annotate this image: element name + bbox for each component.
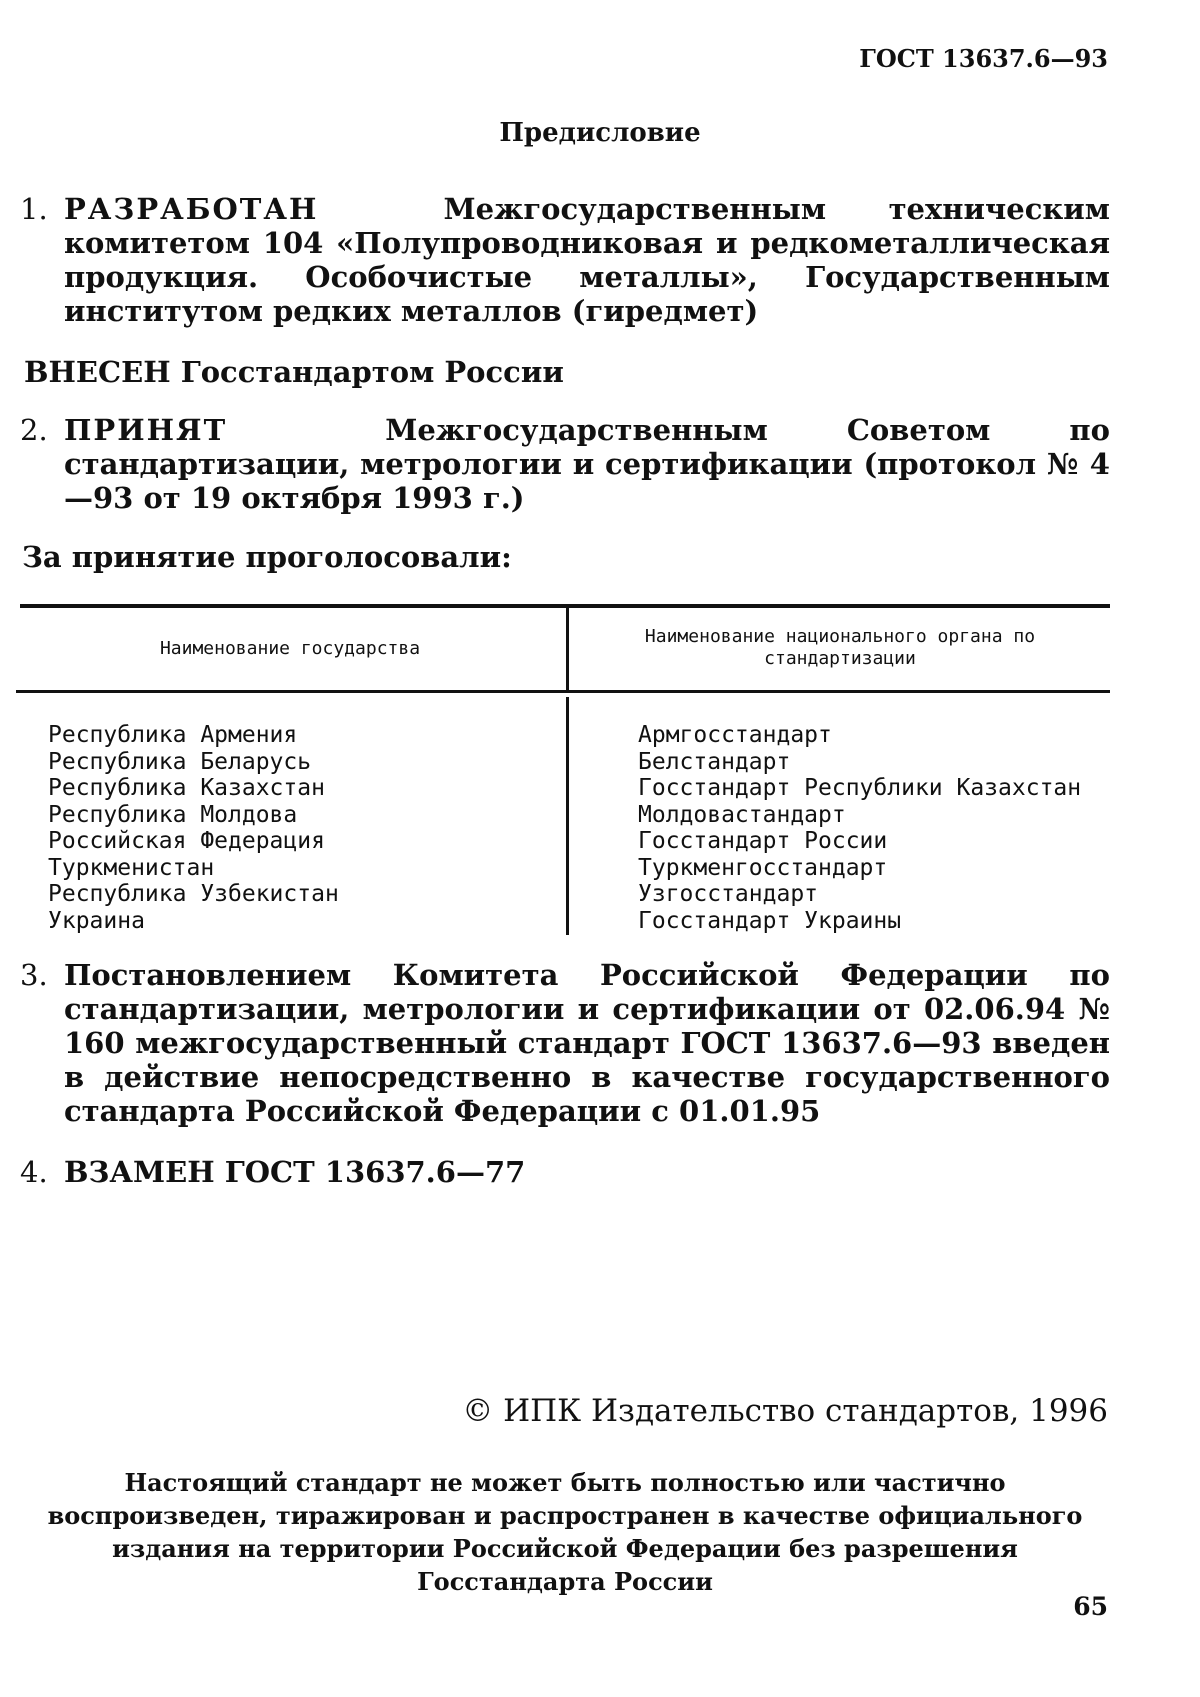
table-cell-org: Госстандарт Украины bbox=[638, 907, 902, 934]
item-3-number: 3. bbox=[20, 958, 48, 992]
table-cell-state: Республика Казахстан bbox=[48, 775, 325, 801]
states-column bbox=[48, 722, 558, 934]
item-1-body bbox=[64, 192, 1110, 328]
item-3-text: Постановлением Комитета Российской Федерации по стандартизации, метрологии и сертификации от 02.06.94 № 160 межгосударственный стандарт ГОСТ 13637.6—93 введен в действие непосредственно в качестве государственного стандарта Российской Федерации с 01.01.95 bbox=[64, 958, 1110, 1128]
table-header-state: Наименование государства bbox=[159, 638, 421, 659]
table-cell-state: Республика Узбекистан bbox=[48, 881, 339, 907]
table-header-divider bbox=[566, 608, 569, 690]
table-header-body: Наименование национального органа по стандартизации bbox=[644, 626, 1036, 669]
item-1-text: Межгосударственным техническим комитетом 104 «Полупроводниковая и редкометаллическая продукция. Особочистые металлы», Государственным институтом редких металлов (гиредмет) bbox=[64, 192, 1110, 328]
reproduction-notice: Настоящий стандарт не может быть полностью или частично воспроизведен, тиражирован и распространен в качестве официального издания на территории Российской Федерации без разрешения Госстандарта России bbox=[47, 1468, 1083, 1596]
item-2-body bbox=[64, 413, 1110, 515]
table-top-rule bbox=[20, 604, 1110, 608]
table-cell-state: Республика Армения bbox=[48, 722, 298, 748]
item-1-number: 1. bbox=[20, 192, 48, 226]
table-cell-org: Белстандарт bbox=[638, 748, 791, 775]
page-title: Предисловие bbox=[499, 118, 701, 148]
table-cell-state: Российская Федерация bbox=[48, 828, 325, 854]
table-cell-org: Молдовастандарт bbox=[638, 801, 846, 828]
page-number: 65 bbox=[1073, 1592, 1108, 1621]
item-2-lead: ПРИНЯТ bbox=[64, 413, 228, 447]
item-4 bbox=[20, 1155, 1110, 1189]
item-2-number: 2. bbox=[20, 413, 48, 447]
item-3 bbox=[20, 958, 1110, 1128]
orgs-column bbox=[638, 722, 1118, 934]
table-body-divider bbox=[566, 697, 569, 935]
table-cell-org: Туркменгосстандарт bbox=[638, 854, 888, 881]
item-2-text: Межгосударственным Советом по стандартизации, метрологии и сертификации (протокол № 4—93 от 19 октября 1993 г.) bbox=[64, 413, 1110, 515]
table-cell-state: Украина bbox=[48, 907, 145, 934]
table-cell-state: Республика Беларусь bbox=[48, 748, 312, 775]
item-1 bbox=[20, 192, 1110, 328]
item-4-number: 4. bbox=[20, 1155, 48, 1189]
table-cell-state: Республика Молдова bbox=[48, 801, 298, 828]
table-cell-org: Узгосстандарт bbox=[638, 881, 819, 907]
copyright: © ИПК Издательство стандартов, 1996 bbox=[462, 1393, 1108, 1429]
table-header-rule bbox=[16, 690, 1110, 693]
submitted-by: ВНЕСЕН Госстандартом России bbox=[24, 355, 564, 389]
vote-label: За принятие проголосовали: bbox=[22, 540, 512, 574]
table-cell-org: Госстандарт Республики Казахстан bbox=[638, 775, 1082, 801]
item-2 bbox=[20, 413, 1110, 515]
table-cell-org: Госстандарт России bbox=[638, 828, 888, 854]
table-cell-state: Туркменистан bbox=[48, 854, 215, 881]
item-4-text: ВЗАМЕН ГОСТ 13637.6—77 bbox=[64, 1155, 526, 1189]
table-cell-org: Армгосстандарт bbox=[638, 722, 832, 748]
document-code: ГОСТ 13637.6—93 bbox=[859, 44, 1108, 73]
item-1-lead: РАЗРАБОТАН bbox=[64, 192, 319, 226]
